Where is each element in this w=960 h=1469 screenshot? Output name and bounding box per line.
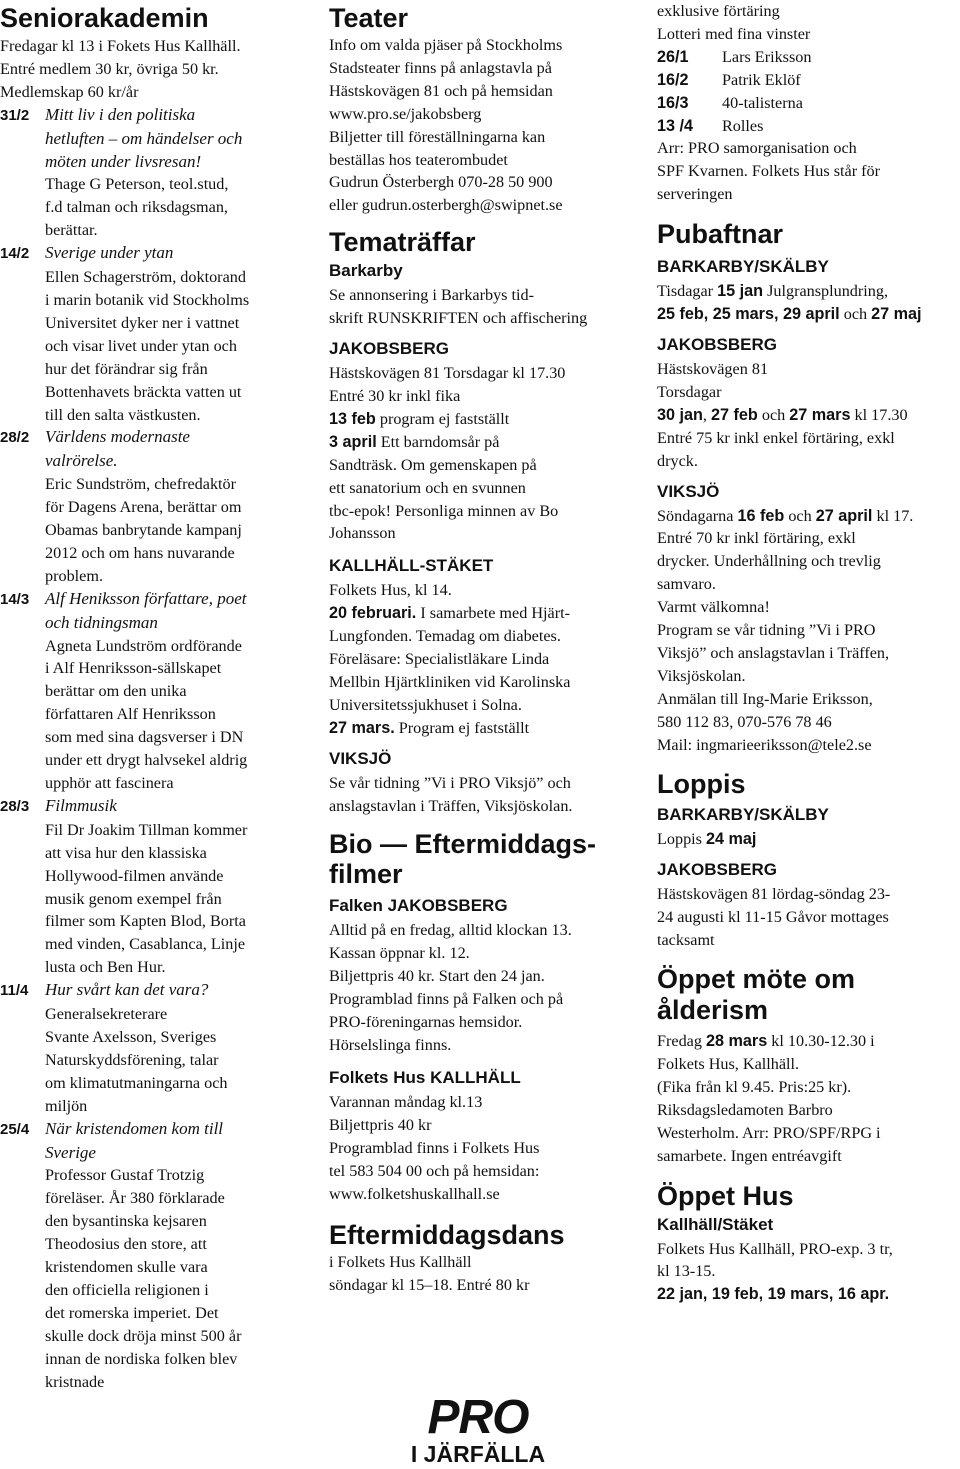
lecture-body-line: filmer som Kapten Blod, Borta bbox=[45, 912, 246, 931]
pub-date: 25 feb, 25 mars, 29 april bbox=[657, 305, 840, 324]
folkets-hus-line: Biljettpris 40 kr bbox=[329, 1115, 432, 1134]
lecture-title-row bbox=[0, 588, 310, 612]
pub-date: 27 mars bbox=[789, 405, 851, 424]
lecture-title: När kristendomen kom till bbox=[45, 1118, 224, 1138]
teater-line: Stadsteater finns på anlagstavla på bbox=[329, 58, 552, 77]
teater-line: beställas hos teaterombudet bbox=[329, 150, 508, 169]
alderism-date: 28 mars bbox=[706, 1032, 768, 1051]
lecture-title-row bbox=[0, 450, 310, 473]
pro-jarfalla-logo bbox=[409, 1391, 547, 1468]
kallhall-line: Folkets Hus, kl 14. bbox=[329, 581, 452, 600]
barkarby-skalby-heading: BARKARBY/SKÄLBY bbox=[657, 257, 829, 277]
event-text: program ej fastställt bbox=[375, 409, 510, 428]
lecture-body-line: f.d talman och riksdagsman, bbox=[45, 198, 228, 217]
lecture-body-line: Agneta Lundström ordförande bbox=[45, 636, 242, 655]
lecture-body-line: innan de nordiska folken blev bbox=[45, 1349, 238, 1368]
viksjo-line: Se vår tidning ”Vi i PRO Viksjö” och bbox=[329, 773, 571, 792]
tematraffar-title: Tematräffar bbox=[329, 227, 476, 258]
lecture-body-line: lusta och Ben Hur. bbox=[45, 958, 166, 977]
alderism-line: Riksdagsledamoten Barbro bbox=[657, 1100, 833, 1119]
lecture-body-line: skulle dock dröja minst 500 år bbox=[45, 1326, 242, 1345]
lecture-item bbox=[0, 426, 310, 587]
loppis-line: Hästskovägen 81 lördag-söndag 23- bbox=[657, 885, 891, 904]
top-line: Lotteri med fina vinster bbox=[657, 24, 811, 43]
lecture-item bbox=[0, 795, 310, 979]
falken-text bbox=[329, 919, 629, 1056]
pro-logo-text: PRO bbox=[427, 1391, 529, 1444]
alderism-text: kl 10.30-12.30 i bbox=[767, 1032, 875, 1051]
falken-line: PRO-föreningarnas hemsidor. bbox=[329, 1013, 523, 1032]
jakobsberg-line: Johansson bbox=[329, 524, 396, 543]
alderism-text-block bbox=[657, 1053, 960, 1168]
intro-line: Entré medlem 30 kr, övriga 50 kr. bbox=[0, 59, 219, 78]
barkarby-line: skrift RUNSKRIFTEN och affischering bbox=[329, 309, 588, 328]
lecture-body-line: Fil Dr Joakim Tillman kommer bbox=[45, 820, 248, 839]
oppet-hus-line: Folkets Hus Kallhäll, PRO-exp. 3 tr, bbox=[657, 1239, 893, 1258]
viksjo-line: anslagstavlan i Träffen, Viksjöskolan. bbox=[329, 796, 573, 815]
lecture-body-line: problem. bbox=[45, 566, 103, 585]
pub-jakobsberg-heading: JAKOBSBERG bbox=[657, 334, 777, 354]
lecture-body-line: för Dagens Arena, berättar om bbox=[45, 498, 242, 517]
pub-text: Julgransplundring, bbox=[763, 282, 889, 301]
pub-line: Hästskovägen 81 bbox=[657, 359, 769, 378]
lecture-title-row bbox=[0, 612, 310, 635]
barkarby-line: Se annonsering i Barkarbys tid- bbox=[329, 286, 534, 305]
folkets-hus-line: tel 583 504 00 och på hemsidan: bbox=[329, 1161, 540, 1180]
loppis-jakobsberg-heading: JAKOBSBERG bbox=[657, 860, 777, 880]
viksjo-text bbox=[657, 527, 960, 756]
teater-line: Gudrun Österbergh 070-28 50 900 bbox=[329, 173, 553, 192]
teater-line: eller gudrun.osterbergh@swipnet.se bbox=[329, 196, 563, 215]
alderism-line bbox=[657, 1030, 960, 1053]
jakobsberg-line: Sandträsk. Om gemenskapen på bbox=[329, 455, 537, 474]
lecture-body-line: med vinden, Casablanca, Linje bbox=[45, 935, 246, 954]
right-column bbox=[657, 0, 960, 1306]
lecture-body-line: kristnade bbox=[45, 1372, 105, 1391]
lecture-title-row bbox=[0, 128, 310, 151]
lecture-body-line: hur det förändrar sig från bbox=[45, 359, 208, 378]
falken-line: Biljettpris 40 kr. Start den 24 jan. bbox=[329, 967, 545, 986]
arr-line: Arr: PRO samorganisation och bbox=[657, 139, 857, 158]
lecture-date: 11/4 bbox=[0, 982, 29, 1000]
viksjo-line: Program se vår tidning ”Vi i PRO bbox=[657, 621, 876, 640]
viksjo-line: Viksjöskolan. bbox=[657, 666, 746, 685]
schedule-artist: Patrik Eklöf bbox=[722, 70, 801, 89]
pub-text: kl 17.30 bbox=[850, 405, 908, 424]
lecture-body-line: som med sina dagsverser i DN bbox=[45, 728, 244, 747]
bio-title: Bio — Eftermiddags- bbox=[329, 829, 597, 860]
teater-line: Biljetter till föreställningarna kan bbox=[329, 127, 546, 146]
barkarby-heading: Barkarby bbox=[329, 261, 403, 281]
lecture-body-line: den bysantinska kejsaren bbox=[45, 1212, 207, 1231]
loppis-date: 24 maj bbox=[706, 830, 757, 849]
lecture-title-row bbox=[0, 104, 310, 128]
oppet-hus-title: Öppet Hus bbox=[657, 1180, 794, 1211]
lecture-title-row bbox=[0, 1118, 310, 1142]
lecture-body-line: upphör att fascinera bbox=[45, 774, 174, 792]
folkets-hus-line: www.folketshuskallhall.se bbox=[329, 1184, 500, 1203]
kallhall-heading: KALLHÄLL-STÄKET bbox=[329, 556, 494, 576]
pub-text: och bbox=[784, 506, 816, 525]
schedule-date: 16/2 bbox=[657, 70, 689, 89]
falken-line: Programblad finns på Falken och på bbox=[329, 990, 564, 1009]
oppet-hus-line: kl 13-15. bbox=[657, 1262, 716, 1281]
teater-line: www.pro.se/jakobsberg bbox=[329, 104, 482, 123]
lecture-title-row bbox=[0, 979, 310, 1003]
event-date: 3 april bbox=[329, 432, 377, 451]
jakobsberg-line: Hästskovägen 81 Torsdagar kl 17.30 bbox=[329, 364, 566, 383]
folkets-hus-line: Programblad finns i Folkets Hus bbox=[329, 1138, 540, 1157]
lecture-body-line: om klimatutmaningarna och bbox=[45, 1073, 228, 1092]
schedule-row bbox=[657, 92, 960, 115]
lecture-date: 31/2 bbox=[0, 106, 30, 124]
event-date: 13 feb bbox=[329, 409, 376, 428]
pub-text: och bbox=[757, 405, 790, 424]
lecture-title: Hur svårt kan det vara? bbox=[45, 980, 209, 1000]
lecture-title: Sverige bbox=[45, 1142, 96, 1162]
lecture-body-line: Ellen Schagerström, doktorand bbox=[45, 268, 246, 287]
schedule-row bbox=[657, 69, 960, 92]
falken-line: Hörselslinga finns. bbox=[329, 1036, 452, 1054]
lecture-body-line: 2012 och om hans nuvarande bbox=[45, 543, 235, 562]
pub-date: 27 feb bbox=[711, 405, 758, 424]
event-date: 20 februari. bbox=[329, 604, 417, 623]
lecture-body-line: till den salta västkusten. bbox=[45, 405, 201, 424]
lecture-body-line: och visar livet under ytan och bbox=[45, 336, 237, 355]
lecture-body-line: föreläser. År 380 förklarade bbox=[45, 1189, 225, 1208]
lecture-date: 25/4 bbox=[0, 1120, 30, 1138]
pub-date: 27 april bbox=[815, 506, 873, 525]
arr-line: serveringen bbox=[657, 185, 733, 204]
pub-line bbox=[657, 404, 960, 427]
viksjo-line: drycker. Underhållning och trevlig bbox=[657, 552, 881, 571]
middle-column bbox=[329, 0, 629, 1297]
jakobsberg-line: Entré 30 kr inkl fika bbox=[329, 386, 461, 405]
lecture-body-line: Hollywood-filmen använde bbox=[45, 866, 224, 885]
event-line bbox=[329, 431, 629, 454]
pub-viksjo-heading: VIKSJÖ bbox=[657, 481, 720, 501]
pub-line bbox=[657, 303, 960, 326]
lecture-title: Världens modernaste bbox=[45, 427, 190, 447]
lecture-title-row bbox=[0, 795, 310, 819]
alderism-title: ålderism bbox=[657, 995, 769, 1026]
lecture-title: hetluften – om händelser och bbox=[45, 128, 243, 148]
lecture-body-line: Thage G Peterson, teol.stud, bbox=[45, 175, 229, 194]
alderism-title: Öppet möte om bbox=[657, 964, 856, 995]
lecture-title: Sverige under ytan bbox=[45, 243, 174, 263]
lecture-item bbox=[0, 242, 310, 426]
event-line bbox=[329, 602, 629, 625]
pub-line: Entré 75 kr inkl enkel förtäring, exkl bbox=[657, 428, 895, 447]
lecture-body-line: Theodosius den store, att bbox=[45, 1235, 207, 1254]
event-text: Ett barndomsår på bbox=[376, 432, 500, 451]
alderism-line: Folkets Hus, Kallhäll. bbox=[657, 1055, 800, 1073]
lecture-date: 28/2 bbox=[0, 429, 30, 447]
lecture-body-line: Professor Gustaf Trotzig bbox=[45, 1166, 205, 1185]
intro-line: Medlemskap 60 kr/år bbox=[0, 82, 139, 101]
viksjo-line: Anmälan till Ing-Marie Eriksson, bbox=[657, 689, 873, 708]
alderism-line: (Fika från kl 9.45. Pris:25 kr). bbox=[657, 1077, 852, 1096]
loppis-line: 24 augusti kl 11-15 Gåvor mottages bbox=[657, 908, 889, 927]
lecture-item bbox=[0, 979, 310, 1117]
pub-date: 30 jan bbox=[657, 405, 703, 424]
lecture-title: Alf Heniksson författare, poet bbox=[45, 588, 247, 608]
schedule-list bbox=[657, 46, 960, 138]
pubaftnar-title: Pubaftnar bbox=[657, 219, 784, 250]
pub-line bbox=[657, 505, 960, 528]
jakobsberg-line: ett sanatorium och en svunnen bbox=[329, 478, 526, 497]
pub-line bbox=[657, 280, 960, 303]
lecture-body-line: Generalsekreterare bbox=[45, 1005, 168, 1024]
schedule-date: 13 /4 bbox=[657, 116, 694, 135]
teater-text bbox=[329, 34, 629, 217]
lecture-item bbox=[0, 1118, 310, 1394]
folkets-hus-text bbox=[329, 1091, 629, 1206]
arr-line: SPF Kvarnen. Folkets Hus står för bbox=[657, 162, 881, 181]
lecture-body-line: i marin botanik vid Stockholms bbox=[45, 290, 250, 309]
lecture-body-line: Svante Axelsson, Sveriges bbox=[45, 1027, 217, 1046]
schedule-artist: Rolles bbox=[722, 116, 764, 135]
intro-line: Fredagar kl 13 i Fokets Hus Kallhäll. bbox=[0, 37, 241, 55]
lecture-body-line: Eric Sundström, chefredaktör bbox=[45, 475, 237, 494]
lecture-body-line: att visa hur den klassiska bbox=[45, 843, 207, 862]
bio-title: filmer bbox=[329, 859, 403, 890]
pro-logo-subtitle: I JÄRFÄLLA bbox=[410, 1441, 546, 1467]
loppis-barkarby-heading: BARKARBY/SKÄLBY bbox=[657, 805, 829, 825]
lecture-body-line: författaren Alf Henriksson bbox=[45, 705, 216, 724]
seniorakademin-title: Seniorakademin bbox=[0, 3, 209, 33]
schedule-date: 16/3 bbox=[657, 93, 689, 112]
lecture-item bbox=[0, 588, 310, 795]
lecture-title-row bbox=[0, 426, 310, 450]
event-line bbox=[329, 408, 629, 431]
event-date: 27 mars. bbox=[329, 718, 395, 737]
pub-date: 16 feb bbox=[737, 506, 785, 525]
loppis-title: Loppis bbox=[657, 769, 746, 800]
folkets-hus-heading: Folkets Hus KALLHÄLL bbox=[329, 1067, 521, 1087]
alderism-text: Fredag bbox=[657, 1032, 706, 1051]
viksjo-line: Varmt välkomna! bbox=[657, 598, 770, 617]
lecture-body-line: Naturskyddsförening, talar bbox=[45, 1050, 219, 1069]
schedule-row bbox=[657, 115, 960, 138]
viksjo-line: Viksjö” och anslagstavlan i Träffen, bbox=[657, 643, 890, 662]
dans-line: i Folkets Hus Kallhäll bbox=[329, 1253, 472, 1272]
lecture-body-line: musik genom exempel från bbox=[45, 889, 222, 908]
loppis-text: Loppis bbox=[657, 830, 707, 849]
viksjo-line: samvaro. bbox=[657, 575, 716, 594]
alderism-line: samarbete. Ingen entréavgift bbox=[657, 1146, 842, 1165]
loppis-line bbox=[657, 828, 960, 851]
dans-line: söndagar kl 15–18. Entré 80 kr bbox=[329, 1276, 530, 1295]
lecture-body-line: den officiella religionen i bbox=[45, 1280, 209, 1299]
lecture-item bbox=[0, 104, 310, 242]
lecture-body-line: Obamas banbrytande kampanj bbox=[45, 521, 242, 540]
pub-text: och bbox=[839, 305, 872, 324]
loppis-line: tacksamt bbox=[657, 931, 715, 950]
kallhall-line: Lungfonden. Temadag om diabetes. bbox=[329, 627, 561, 646]
lecture-title-row bbox=[0, 242, 310, 266]
top-line: exklusive förtäring bbox=[657, 2, 780, 20]
lecture-body-line: Universitet dyker ner i vattnet bbox=[45, 313, 240, 332]
lecture-title: valrörelse. bbox=[45, 451, 118, 471]
pub-text: Tisdagar bbox=[657, 282, 718, 301]
oppet-hus-heading: Kallhäll/Stäket bbox=[657, 1214, 774, 1234]
teater-line: Info om valda pjäser på Stockholms bbox=[329, 36, 563, 54]
lecture-title: Mitt liv i den politiska bbox=[45, 104, 196, 124]
viksjo-line: Mail: ingmarieeriksson@tele2.se bbox=[657, 735, 872, 754]
falken-line: Alltid på en fredag, alltid klockan 13. bbox=[329, 921, 572, 940]
oppet-hus-dates: 22 jan, 19 feb, 19 mars, 16 apr. bbox=[657, 1285, 890, 1304]
falken-line: Kassan öppnar kl. 12. bbox=[329, 944, 470, 963]
lecture-body-line: Bottenhavets bräckta vatten ut bbox=[45, 382, 242, 401]
event-text: Program ej fastställt bbox=[394, 718, 530, 737]
lecture-body-line: miljön bbox=[45, 1096, 88, 1115]
pub-line: dryck. bbox=[657, 451, 698, 470]
lecture-body-line: berättar. bbox=[45, 221, 98, 240]
lecture-body-line: det romerska imperiet. Det bbox=[45, 1303, 219, 1322]
schedule-artist: 40-talisterna bbox=[722, 93, 803, 112]
pub-date: 27 maj bbox=[871, 305, 922, 324]
folkets-hus-line: Varannan måndag kl.13 bbox=[329, 1092, 483, 1111]
lecture-title: och tidningsman bbox=[45, 612, 158, 632]
pub-text: kl 17. bbox=[872, 506, 914, 525]
lecture-body-line: kristendomen skulle vara bbox=[45, 1258, 208, 1277]
lecture-title-row bbox=[0, 1142, 310, 1165]
seniorakademin-column bbox=[0, 0, 310, 1393]
lecture-body-line: berättar om den unika bbox=[45, 682, 187, 701]
lecture-body-line: under ett drygt halvsekel aldrig bbox=[45, 751, 248, 770]
schedule-artist: Lars Eriksson bbox=[722, 47, 812, 66]
viksjo-line: 580 112 83, 070-576 78 46 bbox=[657, 712, 832, 731]
kallhall-line: Universitetssjukhuset i Solna. bbox=[329, 695, 522, 714]
kallhall-line: Mellbin Hjärtkliniken vid Karolinska bbox=[329, 672, 571, 691]
pub-text: Söndagarna bbox=[657, 506, 738, 525]
lecture-list bbox=[0, 104, 310, 1394]
schedule-row bbox=[657, 46, 960, 69]
lecture-body-line: i Alf Henriksson-sällskapet bbox=[45, 659, 222, 678]
alderism-line: Westerholm. Arr: PRO/SPF/RPG i bbox=[657, 1123, 881, 1142]
jakobsberg-line: tbc-epok! Personliga minnen av Bo bbox=[329, 501, 559, 520]
jakobsberg-heading: JAKOBSBERG bbox=[329, 339, 449, 359]
falken-heading: Falken JAKOBSBERG bbox=[329, 896, 508, 916]
lecture-title-row bbox=[0, 151, 310, 174]
schedule-date: 26/1 bbox=[657, 47, 689, 66]
lecture-date: 28/3 bbox=[0, 797, 30, 815]
event-text: I samarbete med Hjärt- bbox=[416, 604, 570, 623]
lecture-title: Filmmusik bbox=[45, 795, 117, 815]
dans-title: Eftermiddagsdans bbox=[329, 1220, 565, 1251]
kallhall-line: Föreläsare: Specialistläkare Linda bbox=[329, 650, 550, 669]
viksjo-heading: VIKSJÖ bbox=[329, 748, 392, 768]
lecture-date: 14/3 bbox=[0, 590, 30, 608]
lecture-date: 14/2 bbox=[0, 245, 30, 263]
lecture-title: möten under livsresan! bbox=[45, 151, 202, 171]
pub-line: Torsdagar bbox=[657, 382, 722, 401]
pub-text: , bbox=[702, 405, 711, 424]
viksjo-line: Entré 70 kr inkl förtäring, exkl bbox=[657, 529, 856, 548]
teater-line: Hästskovägen 81 och på hemsidan bbox=[329, 81, 553, 100]
event-line bbox=[329, 717, 629, 740]
pub-date: 15 jan bbox=[717, 282, 764, 301]
teater-title: Teater bbox=[329, 3, 409, 33]
